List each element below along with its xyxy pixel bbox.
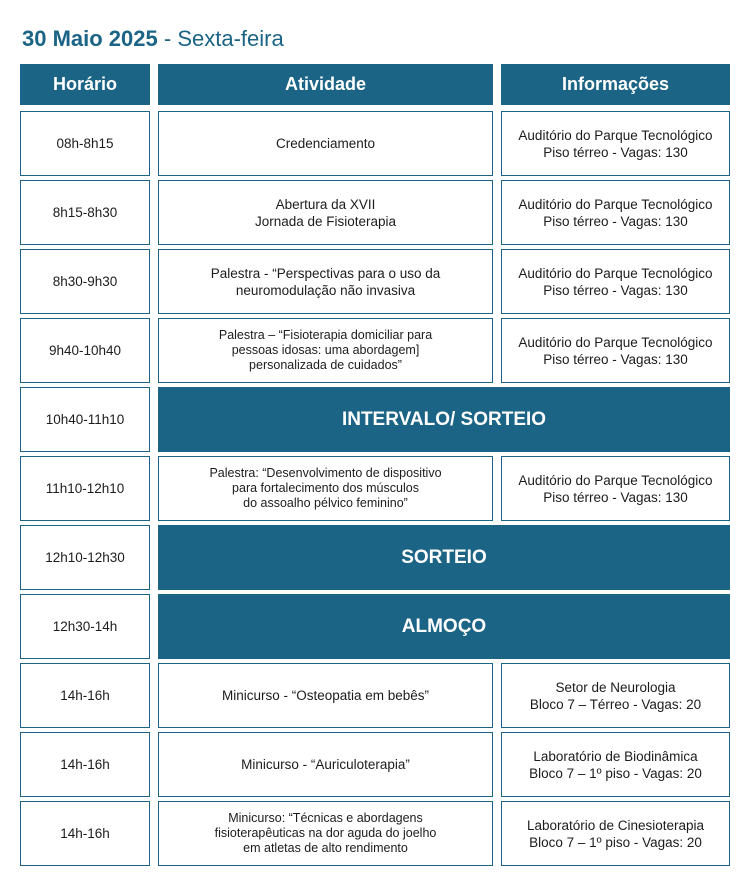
activity-line: Minicurso - “Auriculoterapia”: [241, 757, 410, 772]
activity-line: Minicurso: “Técnicas e abordagens: [228, 811, 423, 825]
info-line: Bloco 7 – 1º piso - Vagas: 20: [529, 765, 702, 781]
info-cell: [501, 456, 730, 521]
column-header-info: Informações: [501, 64, 730, 105]
activity-cell: [158, 318, 493, 383]
time-cell: 14h-16h: [20, 732, 150, 797]
info-line: Piso térreo - Vagas: 130: [543, 213, 688, 229]
info-cell: [501, 801, 730, 866]
page-title: [22, 26, 284, 52]
time-cell: 12h10-12h30: [20, 525, 150, 590]
activity-line: neuromodulação não invasiva: [235, 282, 416, 298]
activity-line: em atletas de alto rendimento: [243, 841, 408, 855]
time-cell: 10h40-11h10: [20, 387, 150, 452]
info-line: Auditório do Parque Tecnológico: [518, 127, 713, 143]
info-line: Auditório do Parque Tecnológico: [518, 472, 713, 488]
info-line: Setor de Neurologia: [555, 679, 676, 695]
activity-line: para fortalecimento dos músculos: [232, 481, 419, 495]
info-line: Piso térreo - Vagas: 130: [543, 282, 688, 298]
activity-cell: [158, 801, 493, 866]
event-weekday: Sexta-feira: [177, 26, 284, 51]
activity-cell: [158, 249, 493, 314]
break-band: ALMOÇO: [158, 594, 730, 659]
activity-cell: [158, 180, 493, 245]
time-cell: 11h10-12h10: [20, 456, 150, 521]
activity-cell: [158, 456, 493, 521]
column-header-time: Horário: [20, 64, 150, 105]
activity-line: Abertura da XVII: [275, 196, 376, 212]
break-band: INTERVALO/ SORTEIO: [158, 387, 730, 452]
time-cell: 14h-16h: [20, 801, 150, 866]
time-cell: 12h30-14h: [20, 594, 150, 659]
info-line: Auditório do Parque Tecnológico: [518, 265, 713, 281]
time-cell: 8h30-9h30: [20, 249, 150, 314]
activity-line: personalizada de cuidados”: [249, 358, 402, 372]
info-cell: [501, 249, 730, 314]
activity-line: fisioterapêuticas na dor aguda do joelho: [214, 826, 437, 840]
info-cell: [501, 111, 730, 176]
info-cell: [501, 732, 730, 797]
info-line: Piso térreo - Vagas: 130: [543, 351, 688, 367]
activity-line: Palestra - “Perspectivas para o uso da: [210, 265, 441, 281]
info-line: Bloco 7 – Térreo - Vagas: 20: [529, 696, 702, 712]
info-cell: [501, 663, 730, 728]
activity-line: Credenciamento: [275, 136, 376, 151]
activity-line: Palestra – “Fisioterapia domiciliar para: [218, 328, 433, 342]
title-separator: -: [163, 26, 172, 51]
info-line: Auditório do Parque Tecnológico: [518, 196, 713, 212]
activity-cell: [158, 111, 493, 176]
activity-line: Palestra: “Desenvolvimento de dispositivo: [209, 466, 442, 480]
info-line: Laboratório de Biodinâmica: [533, 748, 698, 764]
info-line: Auditório do Parque Tecnológico: [518, 334, 713, 350]
time-cell: 9h40-10h40: [20, 318, 150, 383]
time-cell: 08h-8h15: [20, 111, 150, 176]
activity-cell: [158, 663, 493, 728]
activity-line: do assoalho pélvico feminino”: [243, 496, 408, 510]
event-date: 30 Maio 2025: [22, 26, 158, 51]
info-line: Bloco 7 – 1º piso - Vagas: 20: [529, 834, 702, 850]
time-cell: 8h15-8h30: [20, 180, 150, 245]
info-line: Laboratório de Cinesioterapia: [526, 817, 705, 833]
activity-line: Jornada de Fisioterapia: [254, 213, 397, 229]
activity-line: pessoas idosas: uma abordagem]: [231, 343, 420, 357]
time-cell: 14h-16h: [20, 663, 150, 728]
info-line: Piso térreo - Vagas: 130: [543, 144, 688, 160]
break-band: SORTEIO: [158, 525, 730, 590]
activity-cell: [158, 732, 493, 797]
info-line: Piso térreo - Vagas: 130: [543, 489, 688, 505]
info-cell: [501, 318, 730, 383]
column-header-activity: Atividade: [158, 64, 493, 105]
activity-line: Minicurso - “Osteopatia em bebês”: [221, 688, 430, 703]
info-cell: [501, 180, 730, 245]
